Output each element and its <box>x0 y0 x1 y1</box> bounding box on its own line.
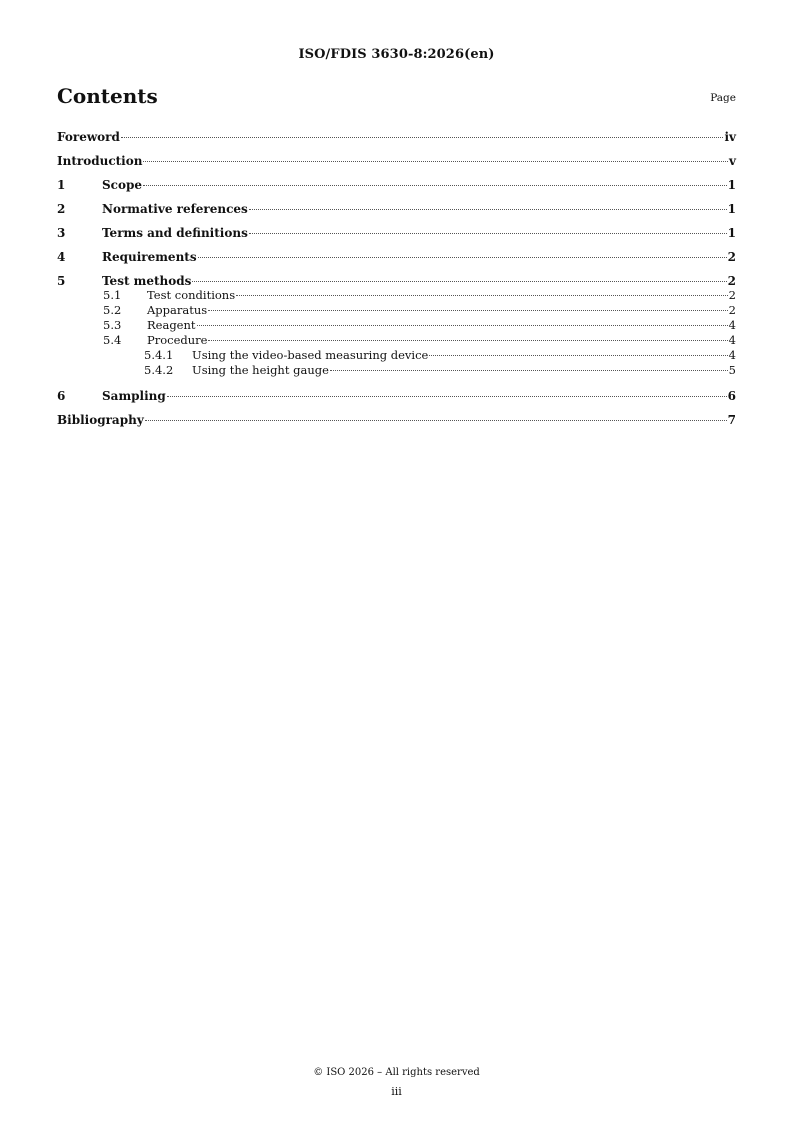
toc-entry-page: 2 <box>727 274 736 288</box>
dot-leader <box>198 257 727 258</box>
toc-entry-number: 5.4.2 <box>144 363 174 377</box>
toc-entry-page: 4 <box>728 333 736 347</box>
toc-entry-sampling[interactable] <box>57 387 736 411</box>
toc-entry-number: 1 <box>57 178 66 192</box>
dot-leader <box>143 161 728 162</box>
toc-entry-title: Requirements <box>102 250 197 264</box>
toc-entry-title: Test conditions <box>147 288 236 302</box>
toc-entry-test-methods[interactable] <box>57 272 736 288</box>
toc-entry-requirements[interactable] <box>57 248 736 272</box>
dot-leader <box>249 233 727 234</box>
toc-entry-number: 5.4.1 <box>144 348 174 362</box>
dot-leader <box>145 420 727 421</box>
toc-entry-title: Using the video-based measuring device <box>192 348 429 362</box>
dot-leader <box>208 310 728 311</box>
copyright-notice: © ISO 2026 – All rights reserved <box>313 1067 480 1078</box>
dot-leader <box>330 370 728 371</box>
contents-heading: Contents <box>57 84 158 108</box>
toc-entry-page: iv <box>724 130 736 144</box>
toc-entry-page: 1 <box>727 202 736 216</box>
toc-entry-number: 3 <box>57 226 66 240</box>
toc-entry-apparatus[interactable] <box>57 303 736 318</box>
toc-entry-title: Procedure <box>147 333 208 347</box>
toc-entry-introduction[interactable] <box>57 152 736 176</box>
dot-leader <box>429 355 727 356</box>
toc-entry-page: 4 <box>728 348 736 362</box>
toc-entry-page: 2 <box>728 303 736 317</box>
toc-entry-page: 6 <box>727 389 736 403</box>
page-column-label: Page <box>710 92 736 104</box>
toc-entry-number: 2 <box>57 202 66 216</box>
toc-entry-procedure[interactable] <box>57 333 736 348</box>
page-number: iii <box>391 1085 402 1098</box>
toc-entry-normative-references[interactable] <box>57 200 736 224</box>
dot-leader <box>197 325 728 326</box>
toc-entry-number: 6 <box>57 389 66 403</box>
document-id-header: ISO/FDIS 3630-8:2026(en) <box>298 47 495 62</box>
toc-entry-video-based-measuring-device[interactable] <box>57 348 736 363</box>
toc-entry-terms-and-definitions[interactable] <box>57 224 736 248</box>
toc-entry-number: 5.1 <box>103 288 122 302</box>
toc-entry-title: Scope <box>102 178 143 192</box>
toc-entry-height-gauge[interactable] <box>57 363 736 378</box>
toc-entry-page: 2 <box>727 250 736 264</box>
toc-entry-title: Reagent <box>147 318 196 332</box>
dot-leader <box>121 137 724 138</box>
table-of-contents <box>57 128 736 435</box>
toc-entry-page: 7 <box>727 413 736 427</box>
toc-entry-title: Bibliography <box>57 413 144 427</box>
toc-entry-title: Sampling <box>102 389 166 403</box>
toc-entry-number: 5.4 <box>103 333 122 347</box>
toc-entry-page: 4 <box>728 318 736 332</box>
toc-entry-title: Foreword <box>57 130 120 144</box>
toc-entry-title: Introduction <box>57 154 143 168</box>
toc-entry-number: 4 <box>57 250 66 264</box>
toc-entry-page: 1 <box>727 178 736 192</box>
toc-entry-title: Apparatus <box>147 303 208 317</box>
toc-entry-foreword[interactable] <box>57 128 736 152</box>
toc-entry-reagent[interactable] <box>57 318 736 333</box>
toc-entry-test-conditions[interactable] <box>57 288 736 303</box>
toc-entry-title: Normative references <box>102 202 248 216</box>
dot-leader <box>167 396 727 397</box>
dot-leader <box>143 185 727 186</box>
dot-leader <box>208 340 727 341</box>
toc-entry-scope[interactable] <box>57 176 736 200</box>
toc-entry-title: Test methods <box>102 274 192 288</box>
toc-entry-page: 1 <box>727 226 736 240</box>
toc-entry-page: 2 <box>728 288 736 302</box>
toc-entry-title: Terms and definitions <box>102 226 248 240</box>
dot-leader <box>249 209 727 210</box>
dot-leader <box>236 295 728 296</box>
toc-entry-page: 5 <box>728 363 736 377</box>
toc-entry-number: 5.3 <box>103 318 122 332</box>
toc-entry-number: 5 <box>57 274 66 288</box>
toc-entry-page: v <box>729 154 736 168</box>
toc-entry-number: 5.2 <box>103 303 122 317</box>
dot-leader <box>192 281 726 282</box>
toc-entry-bibliography[interactable] <box>57 411 736 435</box>
toc-entry-title: Using the height gauge <box>192 363 329 377</box>
